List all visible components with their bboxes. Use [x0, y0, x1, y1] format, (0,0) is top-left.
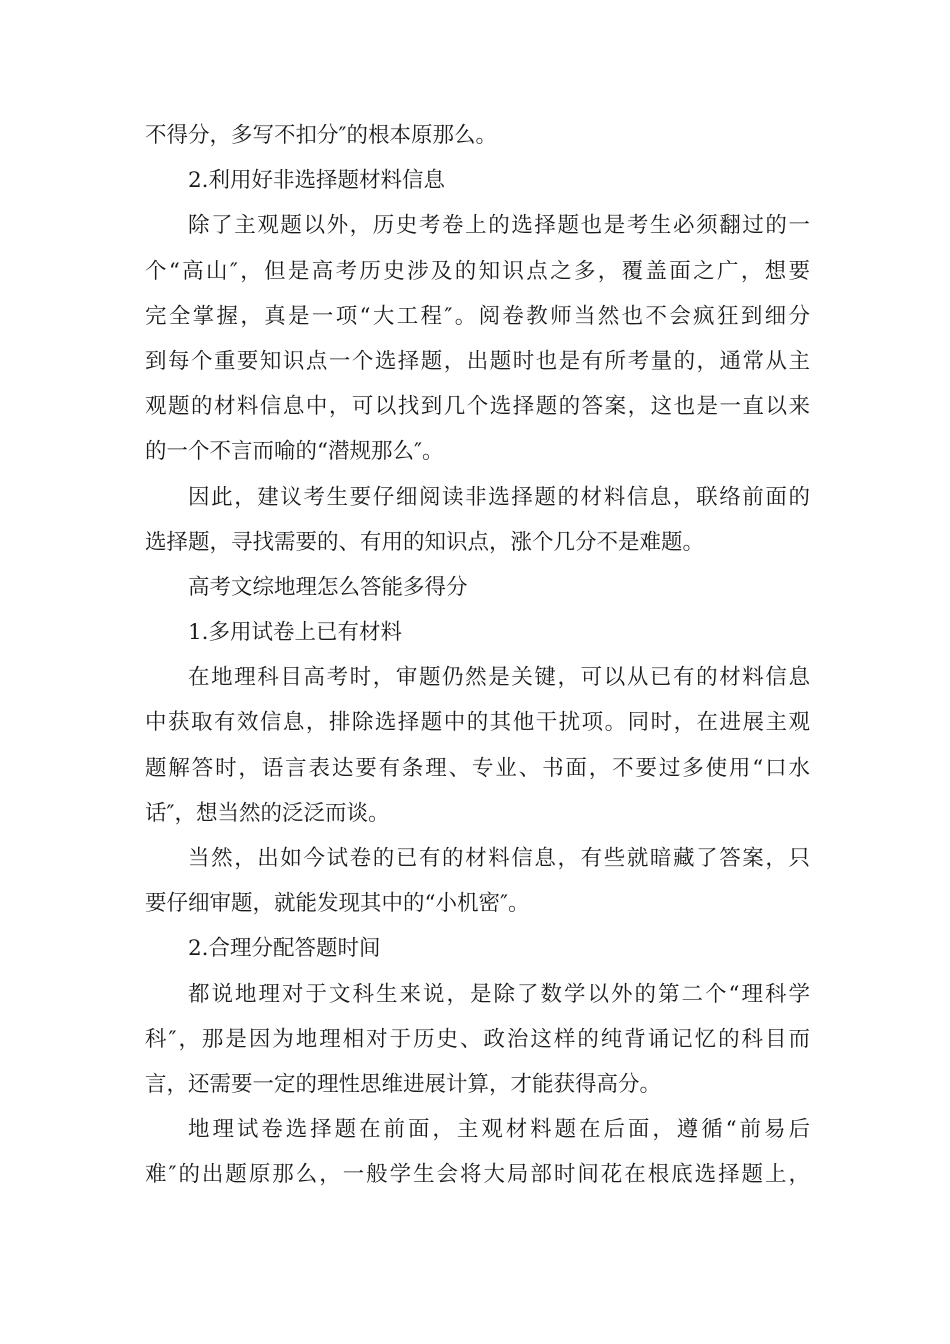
paragraph-line: 除了主观题以外，历史考卷上的选择题也是考生必须翻过的一 [188, 213, 810, 239]
subsection-heading: 2.合理分配答题时间 [188, 936, 381, 962]
paragraph-continuation-line: 不得分，多写不扣分″的根本原那么。 [145, 123, 498, 148]
paragraph-line: 题解答时，语言表达要有条理、专业、书面，不要过多使用“口水 [145, 755, 810, 781]
paragraph-line: 都说地理对于文科生来说，是除了数学以外的第二个“理科学 [188, 981, 810, 1007]
subsection-heading: 1.多用试卷上已有材料 [188, 620, 403, 646]
paragraph-line: 难″的出题原那么，一般学生会将大局部时间花在根底选择题上， [145, 1162, 810, 1188]
paragraph-line: 的一个不言而喻的“潜规那么″。 [145, 439, 444, 465]
paragraph-line: 话″，想当然的泛泛而谈。 [145, 800, 390, 826]
paragraph-line: 选择题，寻找需要的、有用的知识点，涨个几分不是难题。 [145, 529, 705, 555]
paragraph-line: 地理试卷选择题在前面，主观材料题在后面，遵循“前易后 [188, 1117, 810, 1143]
paragraph-line: 在地理科目高考时，审题仍然是关键，可以从已有的材料信息 [188, 665, 810, 691]
paragraph-line: 中获取有效信息，排除选择题中的其他干扰项。同时，在进展主观 [145, 710, 810, 736]
paragraph-line: 观题的材料信息中，可以找到几个选择题的答案，这也是一直以来 [145, 394, 810, 420]
paragraph-line: 完全掌握，真是一项“大工程″。阅卷教师当然也不会疯狂到细分 [145, 303, 810, 329]
section-heading: 2.利用好非选择题材料信息 [188, 168, 446, 194]
paragraph-line: 言，还需要一定的理性思维进展计算，才能获得高分。 [145, 1071, 662, 1097]
paragraph-line: 当然，出如今试卷的已有的材料信息，有些就暗藏了答案，只 [188, 846, 810, 871]
paragraph-line: 要仔细审题，就能发现其中的“小机密″。 [145, 891, 530, 917]
paragraph-line: 科″，那是因为地理相对于历史、政治这样的纯背诵记忆的科目而 [145, 1026, 810, 1052]
section-heading: 高考文综地理怎么答能多得分 [188, 574, 468, 600]
document-body [145, 113, 810, 1198]
paragraph-line: 因此，建议考生要仔细阅读非选择题的材料信息，联络前面的 [188, 484, 810, 510]
paragraph-line: 到每个重要知识点一个选择题，出题时也是有所考量的，通常从主 [145, 348, 810, 374]
paragraph-line: 个“高山″，但是高考历史涉及的知识点之多，覆盖面之广，想要 [145, 258, 810, 284]
